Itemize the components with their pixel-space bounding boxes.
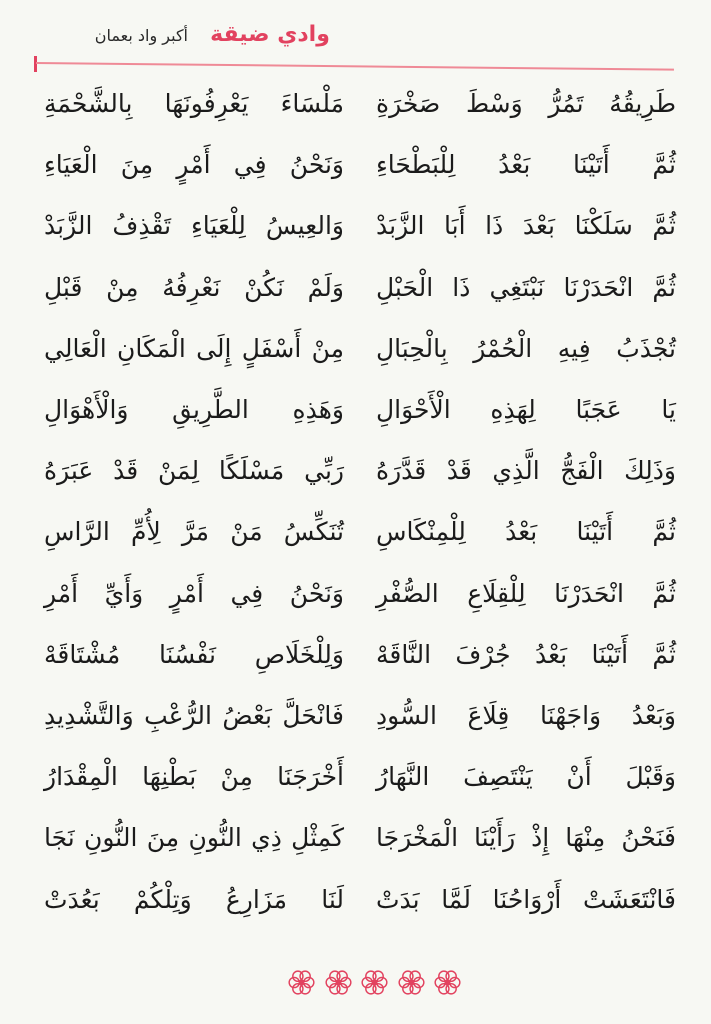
verse-first-hemistich: وَقَبْلَ أَنْ يَنْتَصِفَ النَّهَارُ bbox=[376, 762, 676, 792]
verse-row bbox=[30, 814, 682, 862]
flower-icon bbox=[397, 968, 426, 997]
flower-icon bbox=[287, 968, 316, 997]
verse-first-hemistich: تُجْذَبُ فِيهِ الْحُمْرُ بِالْحِبَالِ bbox=[376, 333, 676, 363]
verse-second-hemistich: وَلِلْخَلَاصِ نَفْسُنَا مُشْتَاقَهْ bbox=[44, 639, 344, 669]
verse-row bbox=[30, 508, 682, 556]
verse-second-hemistich: فَانْحَلَّ بَعْضُ الرُّعْبِ وَالتَّشْدِيدِ bbox=[44, 701, 344, 730]
verse-second-hemistich: رَبِّي مَسْلَكًا لِمَنْ قَدْ عَبَرَهُ bbox=[44, 456, 344, 486]
verse-second-hemistich: كَمِثْلِ ذِي النُّونِ مِنَ النُّونِ نَجَا bbox=[44, 823, 344, 853]
verse-second-hemistich: أَخْرَجَنَا مِنْ بَطْنِهَا الْمِقْدَارُ bbox=[44, 762, 344, 792]
verse-row bbox=[30, 631, 682, 679]
verse-row bbox=[30, 264, 682, 312]
verse-row bbox=[30, 570, 682, 618]
verse-row bbox=[30, 80, 682, 128]
verse-first-hemistich: ثُمَّ أَتَيْنَا بَعْدُ جُرْفَ النَّاقَهْ bbox=[376, 639, 676, 669]
verse-second-hemistich: وَنَحْنُ فِي أَمْرٍ وَأَيِّ أَمْرِ bbox=[44, 578, 344, 608]
verse-row bbox=[30, 202, 682, 250]
flower-icon bbox=[324, 968, 353, 997]
verse-row bbox=[30, 386, 682, 434]
verse-row bbox=[30, 447, 682, 495]
book-title: أكبر واد بعمان bbox=[94, 26, 188, 45]
verse-second-hemistich: وَالعِيسُ لِلْعَيَاءِ تَقْذِفُ الزَّبَدْ bbox=[44, 211, 344, 241]
verse-first-hemistich: ثُمَّ أَتَيْنَا بَعْدُ لِلْبَطْحَاءِ bbox=[376, 150, 676, 180]
verse-second-hemistich: وَلَمْ نَكُنْ نَعْرِفُهُ مِنْ قَبْلِ bbox=[44, 272, 344, 302]
verse-first-hemistich: فَانْتَعَشَتْ أَرْوَاحُنَا لَمَّا بَدَتْ bbox=[376, 884, 676, 914]
verse-first-hemistich: وَذَلِكَ الْفَجُّ الَّذِي قَدْ قَدَّرَهُ bbox=[376, 456, 676, 486]
verse-row bbox=[30, 141, 682, 189]
verse-second-hemistich: مِنْ أَسْفَلٍ إِلَى الْمَكَانِ الْعَالِي bbox=[44, 333, 344, 363]
verse-second-hemistich: وَهَذِهِ الطَّرِيقِ وَالْأَهْوَالِ bbox=[44, 395, 344, 424]
verse-first-hemistich: ثُمَّ أَتَيْنَا بَعْدُ لِلْمِنْكَاسِ bbox=[376, 517, 676, 547]
page-header bbox=[30, 20, 678, 80]
verse-second-hemistich: لَنَا مَزَارِعُ وَتِلْكُمْ بَعُدَتْ bbox=[44, 884, 344, 914]
verse-row bbox=[30, 753, 682, 801]
verse-first-hemistich: ثُمَّ انْحَدَرْنَا لِلْقِلَاعِ الصُّفْرِ bbox=[376, 578, 676, 608]
flower-icon bbox=[360, 968, 389, 997]
verse-second-hemistich: تُنَكِّسُ مَنْ مَرَّ لِأُمِّ الرَّاسِ bbox=[44, 517, 344, 547]
header-rule bbox=[36, 62, 674, 71]
chapter-title: وادي ضيقة bbox=[210, 22, 330, 47]
ornament-row bbox=[287, 968, 462, 1000]
verse-second-hemistich: وَنَحْنُ فِي أَمْرٍ مِنَ الْعَيَاءِ bbox=[44, 150, 344, 180]
verse-first-hemistich: وَبَعْدُ وَاجَهْنَا قِلَاعَ السُّودِ bbox=[376, 701, 676, 730]
poem-body bbox=[30, 80, 682, 940]
flower-icon bbox=[433, 968, 462, 997]
verse-first-hemistich: ثُمَّ سَلَكْنَا بَعْدَ ذَا أَبَا الزَّبَدْ bbox=[376, 211, 676, 241]
verse-second-hemistich: مَلْسَاءَ يَعْرِفُونَهَا بِالشَّحْمَةِ bbox=[44, 89, 344, 118]
verse-row bbox=[30, 692, 682, 740]
verse-first-hemistich: ثُمَّ انْحَدَرْنَا نَبْتَغِي ذَا الْحَبْلِ bbox=[376, 272, 676, 302]
verse-first-hemistich: يَا عَجَبًا لِهَذِهِ الْأَحْوَالِ bbox=[376, 395, 676, 424]
verse-first-hemistich: طَرِيقُهُ تَمُرُّ وَسْطَ صَخْرَةِ bbox=[376, 89, 676, 118]
verse-row bbox=[30, 876, 682, 924]
verse-row bbox=[30, 325, 682, 373]
verse-first-hemistich: فَنَحْنُ مِنْهَا إِذْ رَأَيْنَا الْمَخْرَجَا bbox=[376, 823, 676, 853]
